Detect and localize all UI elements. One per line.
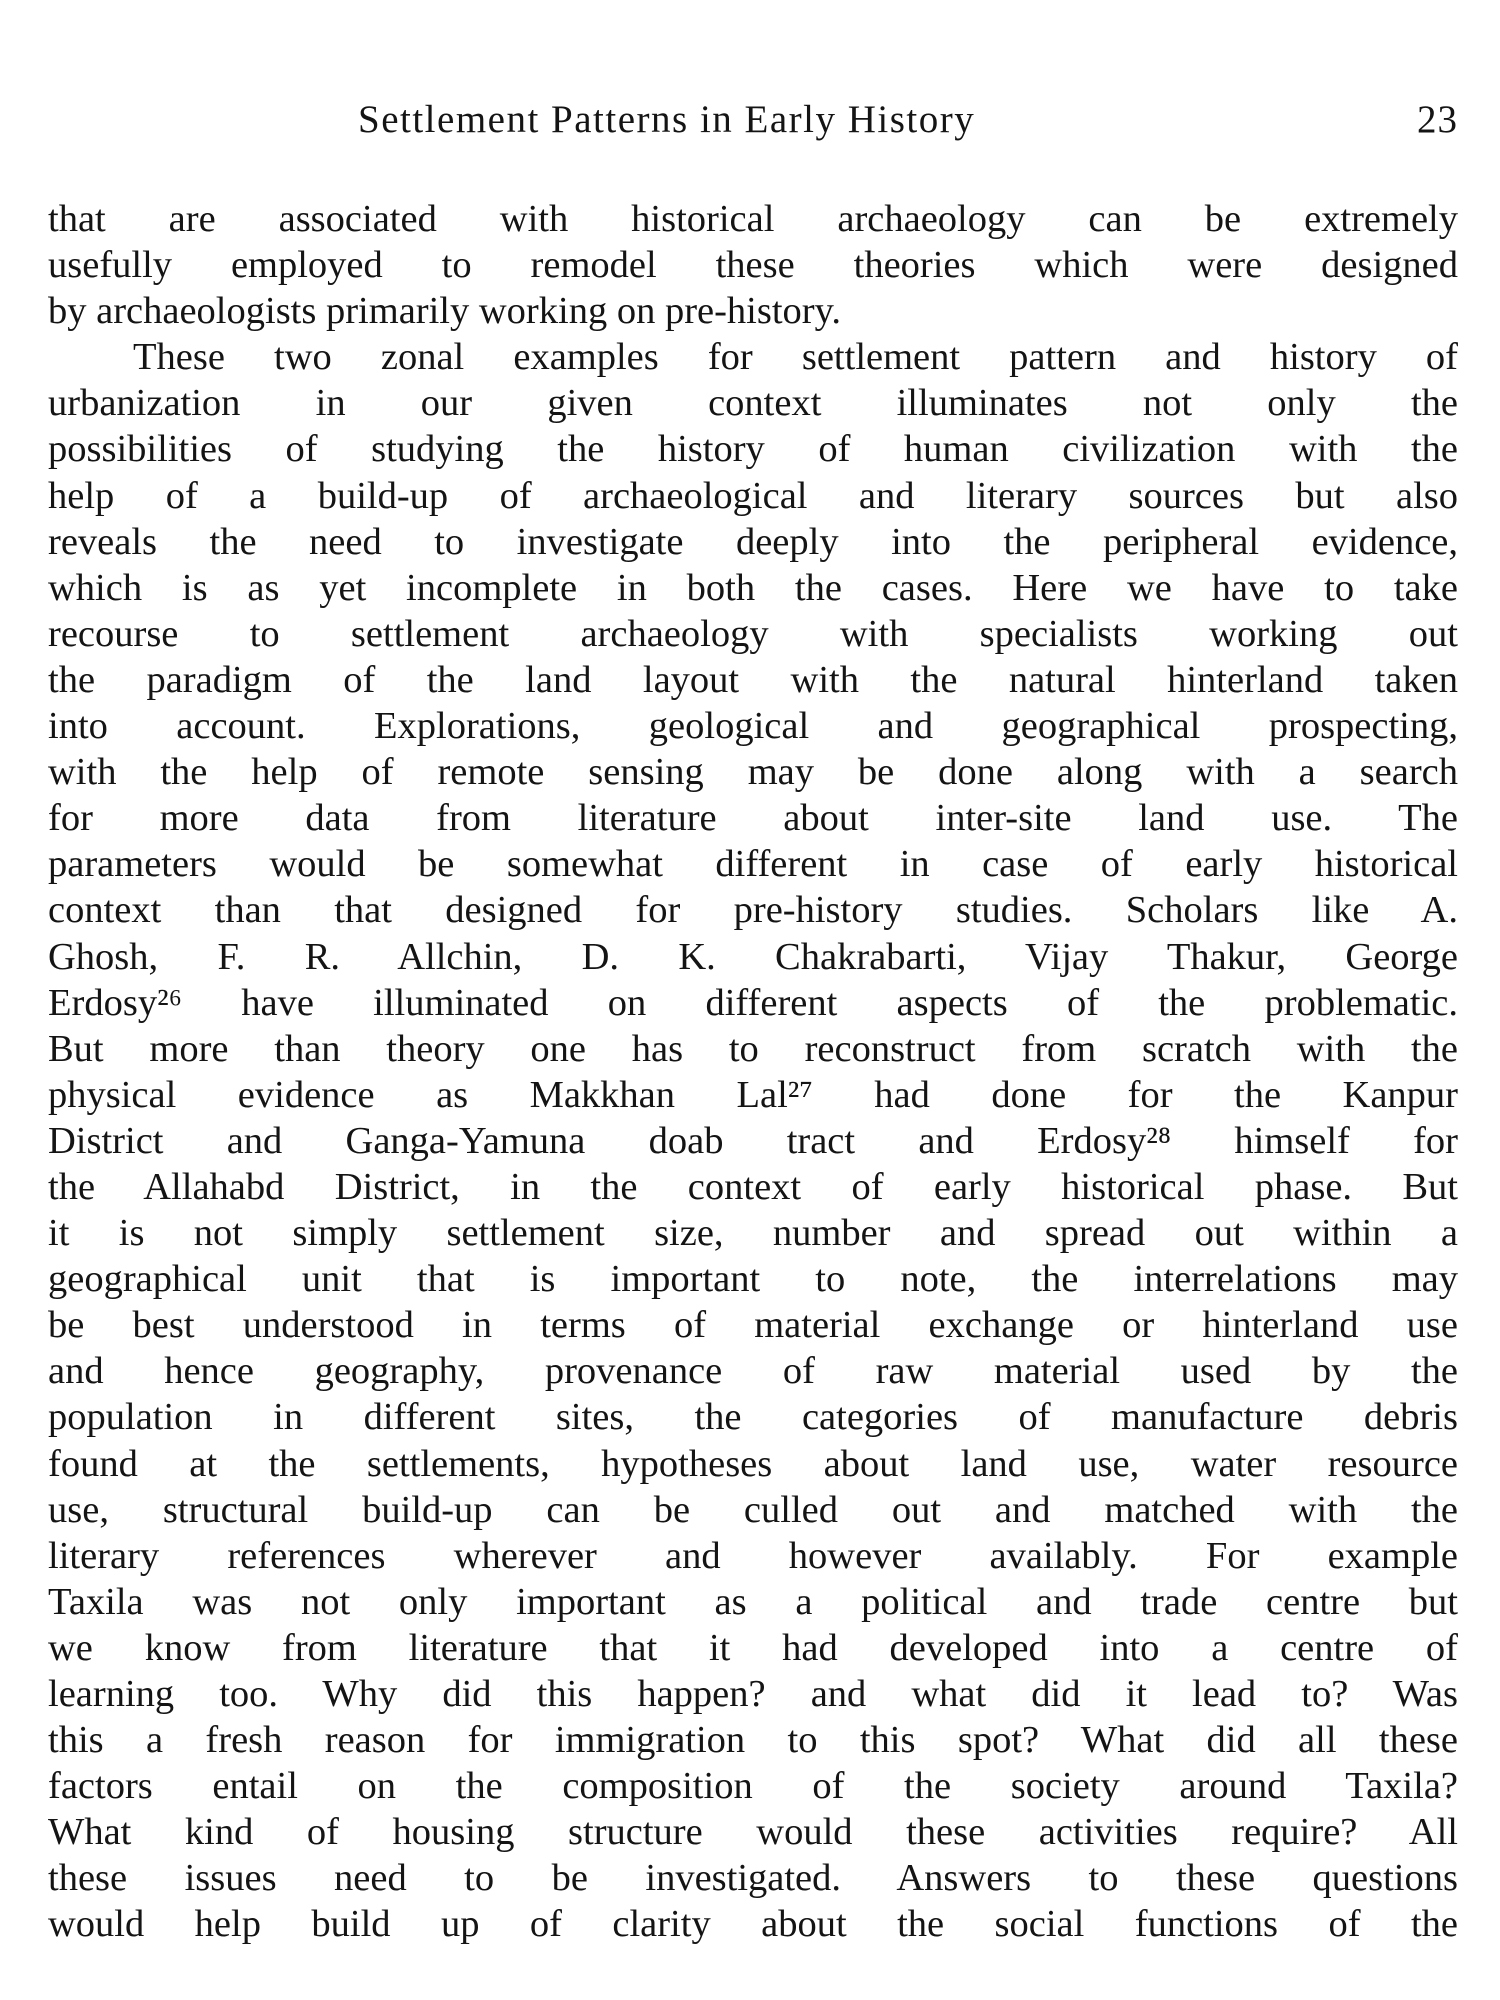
text-line: for more data from literature about inter-site land use. The bbox=[48, 797, 1458, 840]
text-line: What kind of housing structure would these activities require? All bbox=[48, 1811, 1458, 1854]
text-line: District and Ganga-Yamuna doab tract and Erdosy²⁸ himself for bbox=[48, 1119, 1458, 1162]
text-line: learning too. Why did this happen? and what did it lead to? Was bbox=[48, 1673, 1458, 1715]
text-line: by archaeologists primarily working on pre-history. bbox=[48, 290, 841, 333]
text-line: which is as yet incomplete in both the cases. Here we have to take bbox=[48, 566, 1458, 609]
text-line: this a fresh reason for immigration to this spot? What did all these bbox=[48, 1719, 1458, 1762]
text-line: context than that designed for pre-history studies. Scholars like A. bbox=[48, 889, 1458, 932]
text-line: But more than theory one has to reconstruct from scratch with the bbox=[48, 1027, 1458, 1070]
text-line: use, structural build-up can be culled out and matched with the bbox=[48, 1488, 1458, 1531]
body-text bbox=[48, 196, 1458, 1948]
running-head bbox=[48, 95, 1458, 145]
text-line: with the help of remote sensing may be done along with a search bbox=[48, 751, 1458, 794]
text-line: reveals the need to investigate deeply into the peripheral evidence, bbox=[48, 520, 1458, 563]
text-line: possibilities of studying the history of human civilization with the bbox=[48, 428, 1458, 471]
running-title: Settlement Patterns in Early History bbox=[358, 98, 976, 141]
text-line: the Allahabd District, in the context of early historical phase. But bbox=[48, 1165, 1458, 1208]
text-line: factors entail on the composition of the society around Taxila? bbox=[48, 1765, 1458, 1808]
text-line: we know from literature that it had developed into a centre of bbox=[48, 1626, 1458, 1669]
page-number: 23 bbox=[1417, 98, 1458, 141]
text-line: these issues need to be investigated. Answers to these questions bbox=[48, 1857, 1458, 1900]
text-line: geographical unit that is important to note, the interrelations may bbox=[48, 1258, 1458, 1301]
text-line: recourse to settlement archaeology with specialists working out bbox=[48, 612, 1458, 655]
text-line: parameters would be somewhat different in case of early historical bbox=[48, 843, 1458, 886]
text-line: literary references wherever and however availably. For example bbox=[48, 1534, 1458, 1577]
text-line: Taxila was not only important as a political and trade centre but bbox=[48, 1580, 1458, 1623]
text-line: into account. Explorations, geological and geographical prospecting, bbox=[48, 705, 1458, 748]
text-line: the paradigm of the land layout with the natural hinterland taken bbox=[48, 658, 1458, 701]
text-line: would help build up of clarity about the social functions of the bbox=[48, 1903, 1458, 1946]
text-line: be best understood in terms of material exchange or hinterland use bbox=[48, 1304, 1458, 1347]
text-line: Ghosh, F. R. Allchin, D. K. Chakrabarti, Vijay Thakur, George bbox=[48, 935, 1458, 978]
text-line: Erdosy²⁶ have illuminated on different aspects of the problematic. bbox=[48, 981, 1458, 1024]
text-line: These two zonal examples for settlement pattern and history of bbox=[133, 336, 1458, 379]
text-line: urbanization in our given context illuminates not only the bbox=[48, 382, 1458, 425]
text-line: found at the settlements, hypotheses about land use, water resource bbox=[48, 1442, 1458, 1485]
text-line: it is not simply settlement size, number and spread out within a bbox=[48, 1212, 1458, 1255]
text-line: usefully employed to remodel these theories which were designed bbox=[48, 244, 1458, 287]
text-line: physical evidence as Makkhan Lal²⁷ had done for the Kanpur bbox=[48, 1073, 1458, 1116]
text-line: and hence geography, provenance of raw material used by the bbox=[48, 1350, 1458, 1393]
text-line: help of a build-up of archaeological and literary sources but also bbox=[48, 474, 1458, 517]
text-line: that are associated with historical archaeology can be extremely bbox=[48, 198, 1458, 240]
text-line: population in different sites, the categories of manufacture debris bbox=[48, 1396, 1458, 1439]
